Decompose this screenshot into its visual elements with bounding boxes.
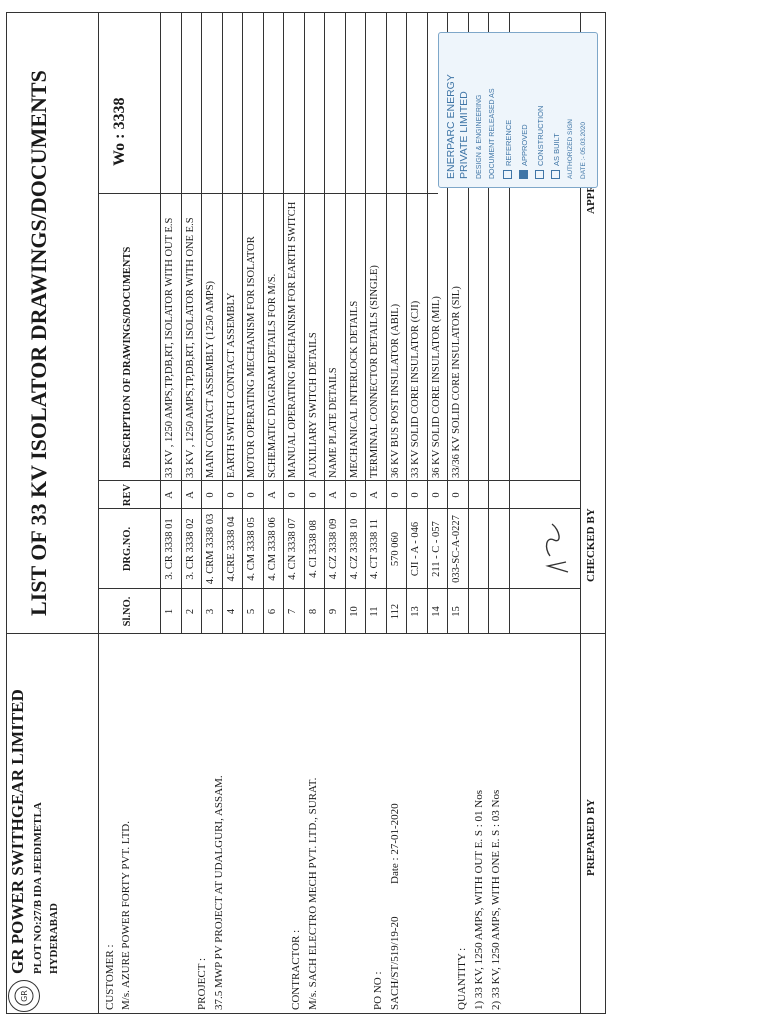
cell-drgno: 3. CR 3338 01 — [164, 518, 175, 580]
contractor-label: CONTRACTOR : — [290, 929, 302, 1010]
cell-drgno: 3. CR 3338 02 — [185, 518, 196, 580]
cell-slno: 14 — [431, 606, 442, 617]
header-divider — [98, 12, 99, 1014]
frame-left — [6, 1013, 606, 1014]
cell-desc: 33 KV SOLID CORE INSULATOR (CJI) — [410, 300, 421, 478]
cell-desc: TERMINAL CONNECTOR DETAILS (SINGLE) — [369, 265, 380, 478]
cell-desc: MOTOR OPERATING MECHANISM FOR ISOLATOR — [246, 236, 257, 478]
col-header-desc: DESCRIPTION OF DRAWINGS/DOCUMENTS — [122, 246, 133, 468]
cell-desc: MANUAL OPERATING MECHANISM FOR EARTH SWITCH — [287, 201, 298, 478]
quantity-line-2: 2) 33 KV, 1250 AMPS, WITH ONE E. S : 03 Nos — [490, 789, 502, 1010]
company-logo — [8, 980, 40, 1012]
cell-desc: 33 KV , 1250 AMPS,TP,DB,RT, ISOLATOR WITH OUT E.S — [164, 217, 175, 478]
col-header-rev: REV — [122, 483, 133, 507]
cell-slno: 10 — [349, 606, 360, 617]
cell-rev: 0 — [410, 492, 421, 498]
quantity-line-1: 1) 33 KV, 1250 AMPS, WITH OUT E. S : 01 Nos — [473, 789, 485, 1010]
cell-drgno: 570 060 — [390, 531, 401, 567]
document-title: LIST OF 33 KV ISOLATOR DRAWINGS/DOCUMENTS — [26, 70, 51, 616]
cell-drgno: 4. CZ 3338 10 — [349, 518, 360, 580]
cell-desc: NAME PLATE DETAILS — [328, 367, 339, 478]
checkbox-icon — [503, 170, 512, 179]
checkbox-checked-icon — [519, 170, 528, 179]
col-header-slno: Sl.NO. — [122, 596, 133, 627]
cell-rev: 0 — [451, 492, 462, 498]
cell-drgno: 4. CM 3338 05 — [246, 517, 257, 581]
cell-rev: 0 — [390, 492, 401, 498]
po-date: Date : 27-01-2020 — [389, 803, 401, 884]
cell-desc: MAIN CONTACT ASSEMBLY (1250 AMPS) — [205, 280, 216, 478]
checkbox-icon — [551, 170, 560, 179]
cell-slno: 9 — [328, 608, 339, 615]
stamp-authorized: AUTHORIZED SIGN — [567, 119, 574, 179]
cell-desc: 33 KV , 1250 AMPS,TP,DB,RT, ISOLATOR WITH ONE E.S — [185, 217, 196, 478]
stamp-option-reference: REFERENCE — [503, 120, 513, 179]
cell-rev: 0 — [287, 492, 298, 498]
cell-drgno: 4. CN 3338 07 — [287, 518, 298, 580]
stamp-option-construction: CONSTRUCTION — [535, 106, 545, 179]
cell-desc: MECHANICAL INTERLOCK DETAILS — [349, 300, 360, 478]
company-address-2: HYDERABAD — [48, 903, 60, 974]
company-name: GR POWER SWITHGEAR LIMITED — [8, 689, 27, 974]
checkbox-icon — [535, 170, 544, 179]
cell-rev: 0 — [431, 492, 442, 498]
project-value: 37.5 MWP PV PROJECT AT UDALGURI, ASSAM. — [213, 775, 225, 1010]
cell-rev: 0 — [349, 492, 360, 498]
svg-text:GR: GR — [20, 990, 29, 1002]
stamp-company-line-1: ENERPARC ENERGY — [445, 74, 457, 179]
project-label: PROJECT : — [196, 957, 208, 1010]
cell-rev: A — [369, 491, 380, 499]
company-address-1: PLOT NO:27/B IDA JEEDIMETLA — [32, 802, 44, 974]
cell-desc: 36 KV BUS POST INSULATOR (ABIL) — [390, 303, 401, 478]
approval-stamp — [438, 32, 598, 188]
cell-desc: 36 KV SOLID CORE INSULATOR (MIL) — [431, 296, 442, 478]
stamp-option-as-built: AS BUILT — [551, 133, 561, 179]
wo-number: Wo : 3338 — [111, 97, 128, 166]
cell-slno: 3 — [205, 608, 216, 615]
cell-drgno: 4. CI 3338 08 — [308, 520, 319, 578]
cell-rev: 0 — [308, 492, 319, 498]
cell-slno: 8 — [308, 608, 319, 615]
checked-by-signature — [540, 516, 576, 576]
cell-slno: 7 — [287, 608, 298, 615]
prepared-by-label: PREPARED BY — [585, 798, 597, 876]
cell-slno: 112 — [390, 603, 401, 620]
cell-rev: 0 — [205, 492, 216, 498]
col-header-drgno: DRG.NO. — [122, 526, 133, 572]
cell-slno: 13 — [410, 606, 421, 617]
cell-desc: EARTH SWITCH CONTACT ASSEMBLY — [226, 292, 237, 478]
cell-slno: 6 — [267, 608, 278, 615]
cell-drgno: CJI - A - 046 — [410, 521, 421, 577]
stamp-company-line-2: PRIVATE LIMITED — [458, 91, 470, 179]
customer-label: CUSTOMER : — [104, 944, 116, 1010]
stamp-dept: DESIGN & ENGINEERING — [476, 94, 483, 179]
cell-drgno: 4. CRM 3338 03 — [205, 513, 216, 585]
cell-slno: 5 — [246, 608, 257, 615]
contractor-value: M/s. SACH ELECTRO MECH PVT. LTD., SURAT. — [307, 777, 319, 1010]
cell-drgno: 211 - C - 057 — [431, 521, 442, 577]
frame-top — [6, 12, 7, 1014]
cell-rev: 0 — [226, 492, 237, 498]
stamp-option-approved: APPROVED — [519, 124, 529, 179]
checked-by-label: CHECKED BY — [585, 508, 597, 582]
frame-bottom — [605, 12, 606, 1014]
cell-slno: 2 — [185, 608, 196, 615]
cell-desc: AUXILIARY SWITCH DETAILS — [308, 332, 319, 478]
cell-slno: 11 — [369, 606, 380, 617]
cell-desc: SCHEMATIC DIAGRAM DETAILS FOR M/S. — [267, 273, 278, 478]
cell-drgno: 4. CM 3338 06 — [267, 517, 278, 581]
gr-logo-icon — [9, 981, 39, 1011]
cell-drgno: 4.CRE 3338 04 — [226, 516, 237, 582]
cell-slno: 1 — [164, 608, 175, 615]
cell-drgno: 4. CZ 3338 09 — [328, 518, 339, 580]
po-value: SACH/ST/519/19-20 — [389, 916, 401, 1010]
cell-drgno: 4. CT 3338 11 — [369, 518, 380, 580]
po-label: PO NO : — [372, 971, 384, 1010]
cell-rev: A — [185, 491, 196, 499]
cell-drgno: 033-SC-A-0227 — [451, 515, 462, 583]
frame-right — [6, 12, 606, 13]
cell-slno: 4 — [226, 608, 237, 615]
cell-desc: 33/36 KV SOLID CORE INSULATOR (SIL) — [451, 286, 462, 478]
stamp-date: DATE :- 05.03.2020 — [580, 122, 587, 179]
cell-rev: A — [164, 491, 175, 499]
cell-rev: A — [267, 491, 278, 499]
cell-rev: 0 — [246, 492, 257, 498]
stamp-released: DOCUMENT RELEASED AS — [489, 88, 496, 179]
quantity-label: QUANTITY : — [456, 947, 468, 1010]
cell-rev: A — [328, 491, 339, 499]
customer-value: M/s. AZURE POWER FORTY PVT. LTD. — [120, 820, 132, 1010]
cell-slno: 15 — [451, 606, 462, 617]
